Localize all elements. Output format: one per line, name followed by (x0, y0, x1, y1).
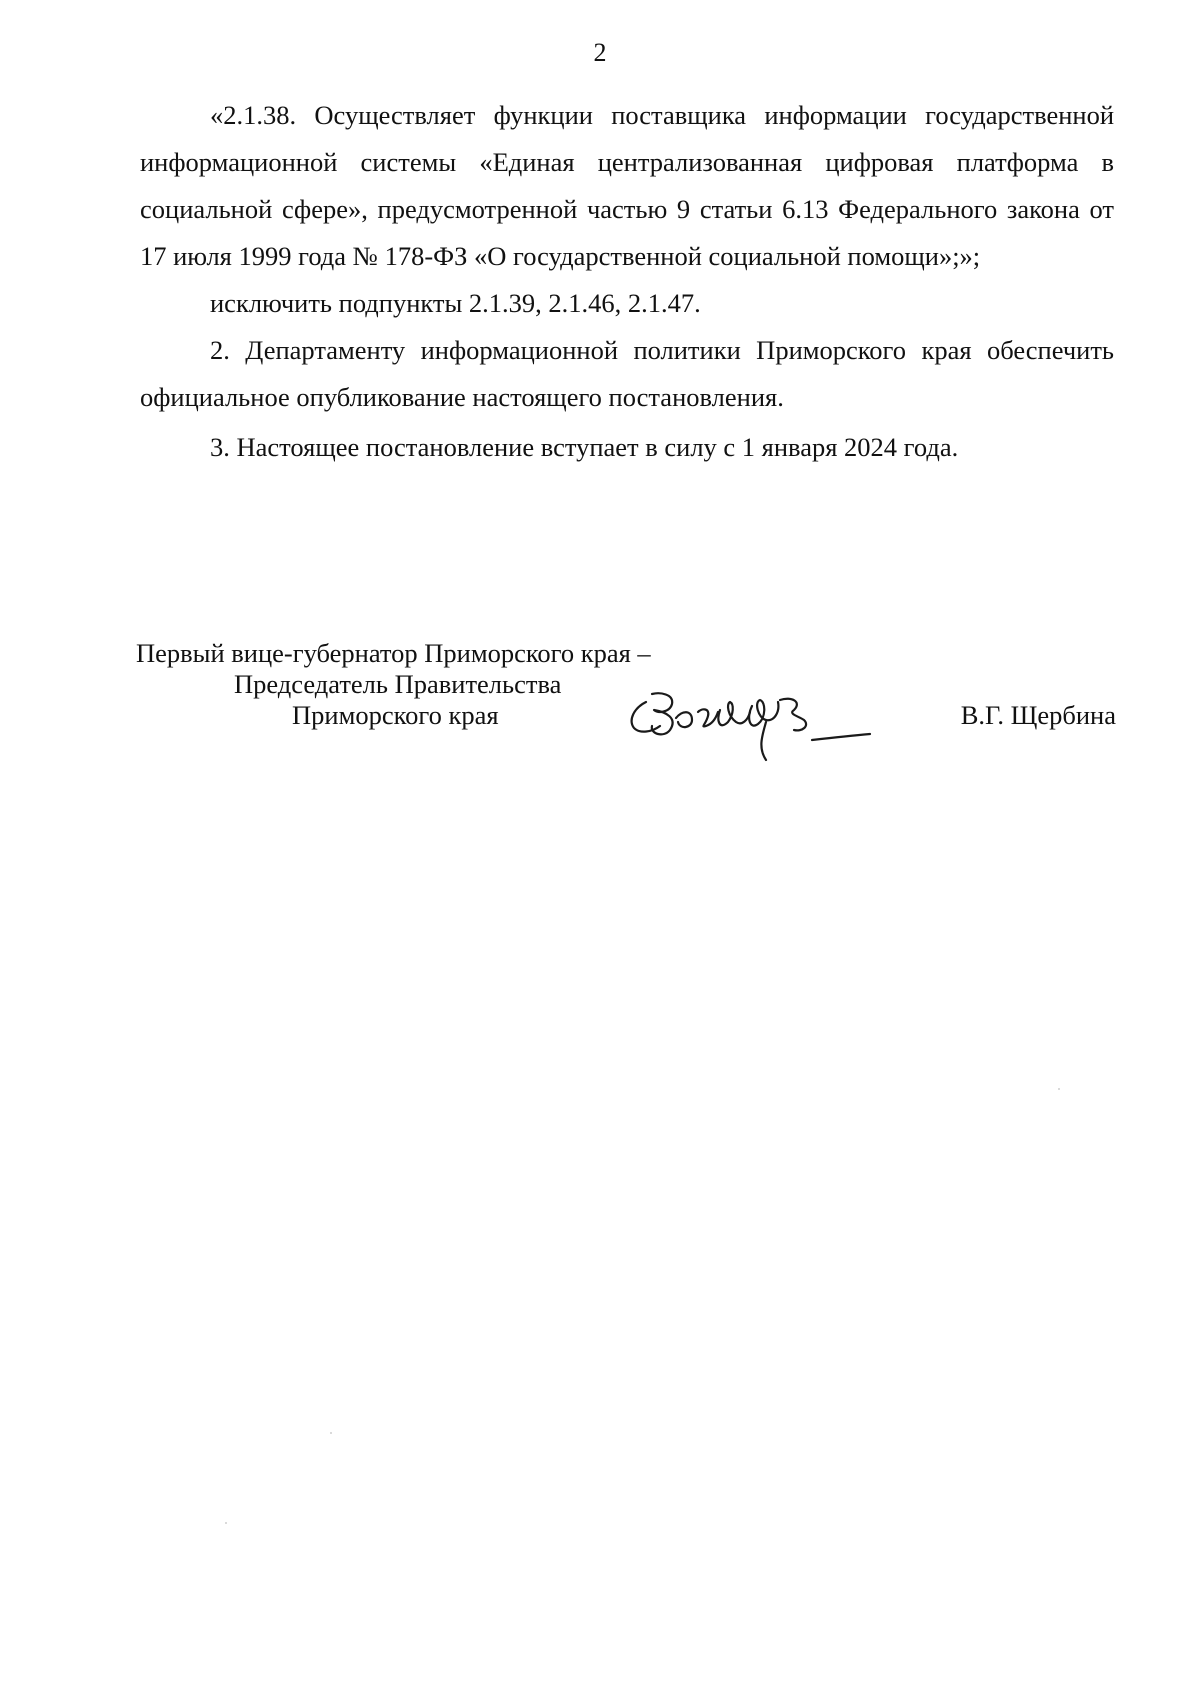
signer-position-line-2: Председатель Правительства (234, 669, 562, 699)
document-body (140, 92, 1114, 471)
signer-position-line-1: Первый вице-губернатор Приморского края – (136, 638, 651, 668)
handwritten-signature (616, 682, 916, 770)
signer-position-line-3: Приморского края (292, 700, 499, 730)
paragraph-effective-date: 3. Настоящее постановление вступает в силу с 1 января 2024 года. (210, 432, 959, 462)
paragraph-exclude-subclauses: исключить подпункты 2.1.39, 2.1.46, 2.1.47. (210, 288, 701, 318)
scan-speck (330, 1432, 332, 1434)
paragraph-publication-order: 2. Департаменту информационной политики Приморского края обеспечить официальное опубликование настоящего постановления. (140, 335, 1114, 412)
signer-name: В.Г. Щербина (960, 700, 1116, 730)
page-number: 2 (593, 38, 607, 67)
scan-speck (225, 1522, 227, 1524)
signature-block (136, 638, 1116, 758)
paragraph-amendment-2-1-38: «2.1.38. Осуществляет функции поставщика информации государственной информационной системы «Единая централизованная цифровая платформа в социальной сфере», предусмотренной частью 9 статьи 6.13 Федерального закона от 17 июля 1999 года № 178-ФЗ «О государственной социальной помощи»;»; (140, 100, 1114, 271)
scan-speck (1058, 1088, 1060, 1090)
